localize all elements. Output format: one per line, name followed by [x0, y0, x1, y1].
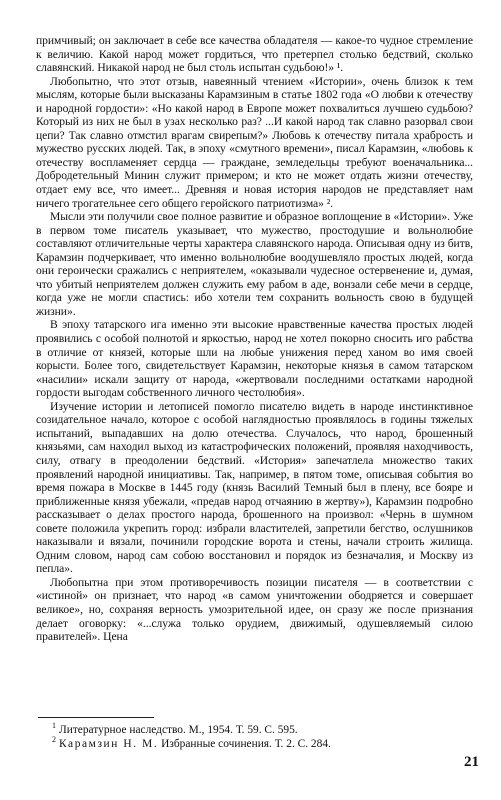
page-body [36, 34, 473, 644]
footnote-1 [52, 721, 473, 737]
footnote-2 [52, 735, 473, 751]
footnote-rule [38, 717, 154, 718]
footnote-mark-1: 1 [52, 721, 56, 731]
paragraph-4: В эпоху татарского ига именно эти высокие нравственные качества простых людей проявились с особой полнотой и яркостью, народ не хотел покорно сносить иго рабства в отличие от князей, которые шли на любые унижения перед ханом во имя своей корысти. Более того, свидетельствует Карамзин, некоторые князья в самом татарском «насилии» искали защиту от народа, «жертвовали последними остатками народной гордости выгодам собственного личного честолюбия». [36, 318, 473, 400]
paragraph-1: примчивый; он заключает в себе все качества обладателя — какое-то чудное стремление к величию. Какой народ может гордиться, что претерпел столько бедствий, сколько славянский. Никакой народ не был столь испытан судьбою!» ¹. [36, 34, 473, 75]
footnotes [36, 717, 473, 752]
paragraph-3: Мысли эти получили свое полное развитие и образное воплощение в «Истории». Уже в первом томе писатель указывает, что мужество, простодушие и вольнолюбие составляют отличительные черты характера славянского народа. Описывая одну из битв, Карамзин подчеркивает, что именно вольнолюбие воодушевляло простых людей, когда они героически сражались с неприятелем, «оказывали чудесное остервенение и, думая, что убитый неприятелем должен служить ему рабом в аде, вонзали себе мечи в сердце, когда уже не могли спастись: ибо хотели тем сохранить вольность свою в будущей жизни». [36, 210, 473, 318]
paragraph-5: Изучение истории и летописей помогло писателю видеть в народе инстинктивное созидательное начало, которое с особой наглядностью проявлялось в годины тяжелых испытаний, выпадавших на долю отечества. Случалось, что народ, брошенный князьями, сам находил выход из катастрофических положений, проявляя находчивость, силу, отвагу в преодолении бедствий. «История» запечатлела множество таких проявлений народной инициативы. Так, например, в пятом томе, описывая события во время пожара в Москве в 1445 году (князь Василий Темный был в плену, все бояре и приближенные князя убежали, «предав народ отчаянию в жертву»), Карамзин подробно рассказывает о делах простого народа, брошенного на произвол: «Чернь в шумном совете положила укрепить город: избрали властителей, запретили бегство, ослушников наказывали и вязали, починили городские ворота и стены, начали строить жилища. Одним словом, народ сам собою восстановил и порядок из безначалия, и Москву из пепла». [36, 399, 473, 576]
paragraph-2: Любопытно, что этот отзыв, навеянный чтением «Истории», очень близок к тем мыслям, которые были высказаны Карамзиным в статье 1802 года «О любви к отечеству и народной гордости»: «Но какой народ в Европе может похвалиться лучшею судьбою? Который из них не был в узах несколько раз? ...И какой народ так славно разорвал свои цепи? Так славно отмстил врагам свирепым?» Любовь к отечеству питала храбрость и мужество русских людей. Так, в эпоху «смутного времени», писал Карамзин, «любовь к отечеству воспламеняет сердца — граждане, земледельцы требуют военачальника... Добродетельный Минин служит примером; и кто не может отдать жизни отечеству, отдает ему все, что имеет... Древняя и новая история народов не представляет нам ничего трогательнее сего общего геройского патриотизма» ². [36, 74, 473, 210]
footnote-author-2: Карамзин Н. М. [59, 738, 159, 750]
paragraph-6: Любопытна при этом противоречивость позиции писателя — в соответствии с «истиной» он признает, что народ «в самом уничтожении ободряется и совершает великое», но, сохраняя верность умозрительной идее, он сразу же после признания делает оговорку: «...служа только орудием, движимый, одушевляемый силою правителей». Цена [36, 575, 473, 644]
page-number: 21 [464, 754, 479, 770]
footnote-text-1: Литературное наследство. М., 1954. Т. 59. С. 595. [59, 724, 298, 736]
footnote-text-2: Избранные сочинения. Т. 2. С. 284. [158, 738, 331, 750]
footnote-mark-2: 2 [52, 735, 56, 745]
